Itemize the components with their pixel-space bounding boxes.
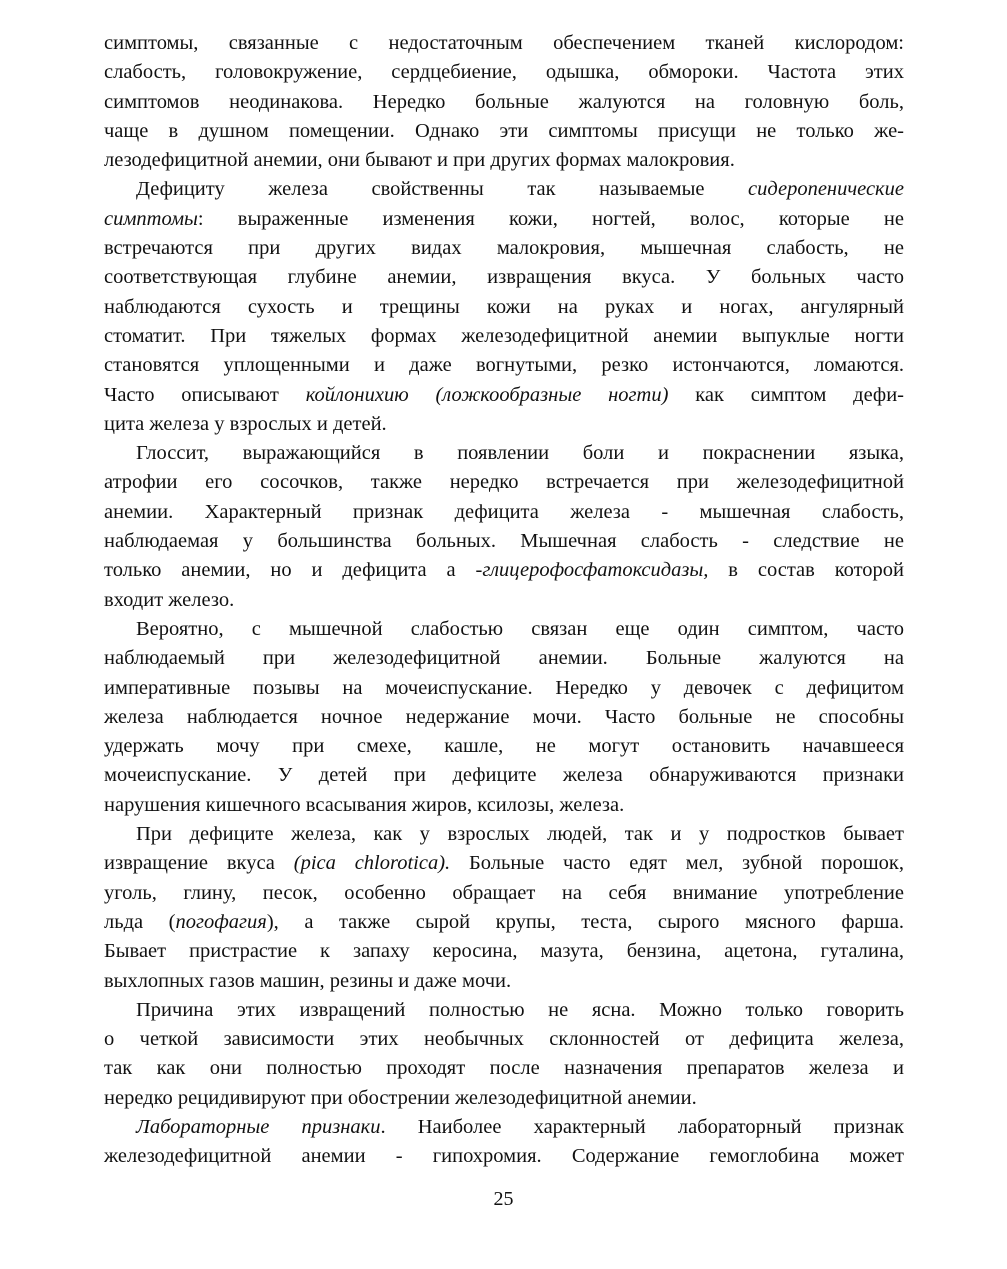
text-line	[104, 1084, 904, 1113]
text-run: императивные позывы на мочеиспускание. Нередко у девочек с дефицитом	[104, 676, 904, 699]
text-line	[104, 791, 904, 820]
italic-term: симптомы	[104, 207, 198, 230]
text-run: только анемии, но и дефицита а	[104, 559, 476, 582]
paragraph	[104, 820, 904, 996]
text-run: соответствующая глубине анемии, извращения вкуса. У больных часто	[104, 266, 904, 289]
text-line	[104, 820, 904, 849]
text-line	[104, 58, 904, 87]
text-run: Больные часто едят мел, зубной порошок,	[450, 852, 904, 875]
text-run: выхлопных газов машин, резины и даже мочи.	[104, 969, 512, 992]
text-line	[104, 263, 904, 292]
text-line	[104, 1025, 904, 1054]
text-run: льда (	[104, 910, 176, 933]
paragraph	[104, 1113, 904, 1172]
paragraph	[104, 439, 904, 615]
text-line	[104, 644, 904, 673]
text-run: входит железо.	[104, 588, 235, 611]
text-run: : выраженные изменения кожи, ногтей, волос, которые не	[197, 207, 904, 230]
text-line	[104, 439, 904, 468]
text-run: наблюдаемая у большинства больных. Мышечная слабость - следствие не	[104, 530, 904, 553]
text-line	[104, 381, 904, 410]
text-run: слабость, головокружение, сердцебиение, одышка, обмороки. Частота этих	[104, 61, 904, 84]
text-line	[104, 761, 904, 790]
text-run: анемии. Характерный признак дефицита железа - мышечная слабость,	[104, 500, 904, 523]
text-run: . Наиболее характерный лабораторный признак	[380, 1115, 905, 1138]
text-line	[104, 586, 904, 615]
text-line	[104, 322, 904, 351]
italic-term: сидеропенические	[748, 178, 904, 201]
text-run: Дефициту железа свойственны так называемые	[136, 178, 749, 201]
text-line	[104, 703, 904, 732]
text-line	[104, 88, 904, 117]
text-line	[104, 556, 904, 585]
text-run: атрофии его сосочков, также нередко встречается при железодефицитной	[104, 471, 904, 494]
page-number: 25	[493, 1188, 514, 1210]
paragraph	[104, 175, 904, 439]
text-run: Причина этих извращений полностью не ясна. Можно только говорить	[136, 998, 904, 1021]
text-line	[104, 234, 904, 263]
text-line	[104, 498, 904, 527]
text-line	[104, 615, 904, 644]
text-run: о четкой зависимости этих необычных склонностей от дефицита железа,	[104, 1028, 904, 1051]
text-run: Бывает пристрастие к запаху керосина, мазута, бензина, ацетона, гуталина,	[104, 940, 904, 963]
text-run: удержать мочу при смехе, кашле, не могут остановить начавшееся	[104, 735, 904, 758]
text-run: ), а также сырой крупы, теста, сырого мясного фарша.	[266, 910, 905, 933]
text-run: чаще в душном помещении. Однако эти симптомы присущи не только же-	[104, 119, 904, 142]
text-line	[104, 1113, 904, 1142]
text-run: встречаются при других видах малокровия, мышечная слабость, не	[104, 237, 904, 260]
text-run: железа наблюдается ночное недержание мочи. Часто больные не способны	[104, 705, 904, 728]
text-run: Часто описывают	[104, 383, 306, 406]
text-run: извращение вкуса	[104, 852, 294, 875]
text-run: нередко рецидивируют при обострении железодефицитной анемии.	[104, 1086, 697, 1109]
text-line	[104, 908, 904, 937]
text-run: симптомов неодинакова. Нередко больные жалуются на головную боль,	[104, 90, 904, 113]
text-run: Вероятно, с мышечной слабостью связан еще один симптом, часто	[136, 617, 904, 640]
text-run: стоматит. При тяжелых формах железодефицитной анемии выпуклые ногти	[104, 324, 904, 347]
text-run: лезодефицитной анемии, они бывают и при других формах малокровия.	[104, 149, 735, 172]
text-line	[104, 29, 904, 58]
text-line	[104, 351, 904, 380]
paragraph	[104, 996, 904, 1113]
text-run: цита железа у взрослых и детей.	[104, 412, 387, 435]
paragraph	[104, 29, 904, 175]
text-run: При дефиците железа, как у взрослых людей, так и у подростков бывает	[136, 823, 904, 846]
text-line	[104, 1142, 904, 1171]
text-line	[104, 967, 904, 996]
text-line	[104, 937, 904, 966]
text-line	[104, 117, 904, 146]
text-line	[104, 410, 904, 439]
text-line	[104, 996, 904, 1025]
text-run: Глоссит, выражающийся в появлении боли и покраснении языка,	[136, 442, 904, 465]
text-line	[104, 175, 904, 204]
text-line	[104, 468, 904, 497]
italic-term: (pica chlorotica).	[293, 852, 451, 875]
italic-term: койлонихию (ложкообразные ногти)	[305, 383, 669, 406]
text-run: нарушения кишечного всасывания жиров, ксилозы, железа.	[104, 793, 625, 816]
text-run: уголь, глину, песок, особенно обращает на себя внимание употребление	[104, 881, 904, 904]
text-line	[104, 146, 904, 175]
text-line	[104, 527, 904, 556]
text-line	[104, 1054, 904, 1083]
text-run: как симптом дефи-	[668, 383, 905, 406]
text-line	[104, 879, 904, 908]
text-run: наблюдаются сухость и трещины кожи на руках и ногах, ангулярный	[104, 295, 904, 318]
italic-term: погофагия	[175, 910, 267, 933]
text-line	[104, 674, 904, 703]
text-run: железодефицитной анемии - гипохромия. Содержание гемоглобина может	[104, 1145, 904, 1168]
italic-term: Лабораторные признаки	[136, 1115, 381, 1138]
text-run: так как они полностью проходят после назначения препаратов железа и	[104, 1057, 904, 1080]
text-run: становятся уплощенными и даже вогнутыми, резко истончаются, ломаются.	[104, 354, 904, 377]
text-line	[104, 849, 904, 878]
paragraph	[104, 615, 904, 820]
page-body	[104, 29, 904, 1172]
text-line	[104, 205, 904, 234]
text-run: мочеиспускание. У детей при дефиците железа обнаруживаются признаки	[104, 764, 904, 787]
italic-term: -глицерофосфатоксидазы,	[475, 559, 709, 582]
text-line	[104, 732, 904, 761]
text-run: в состав которой	[708, 559, 905, 582]
text-line	[104, 293, 904, 322]
text-run: наблюдаемый при железодефицитной анемии. Больные жалуются на	[104, 647, 904, 670]
text-run: симптомы, связанные с недостаточным обеспечением тканей кислородом:	[104, 32, 904, 54]
